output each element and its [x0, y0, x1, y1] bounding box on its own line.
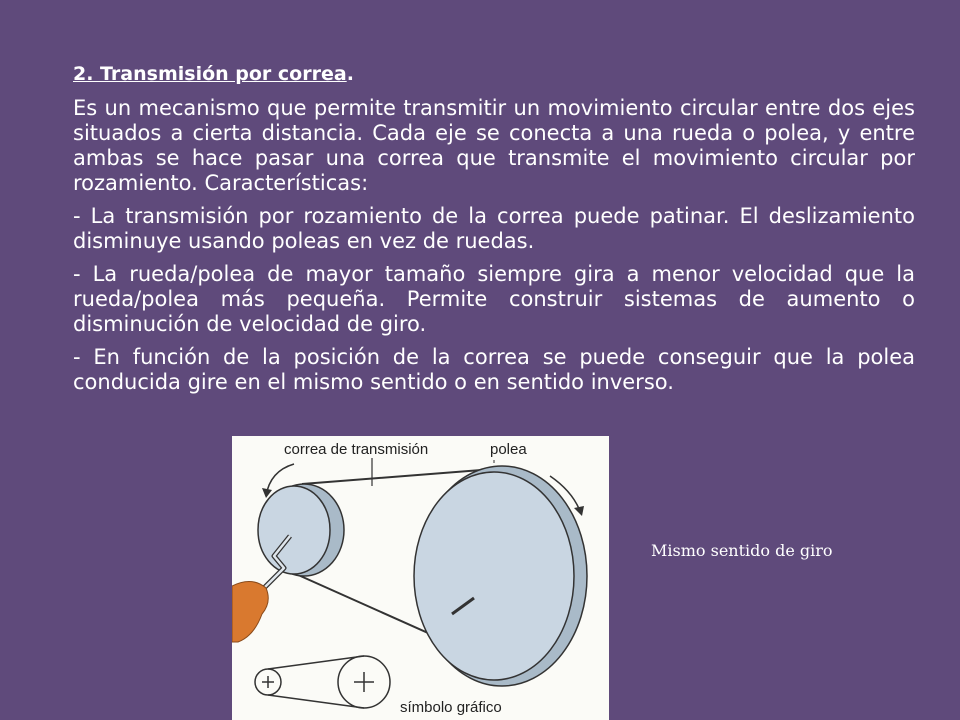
symbol-belt-bottom	[268, 695, 364, 708]
paragraph-bullet-direction: - En función de la posición de la correa se puede conseguir que la polea conducida gire en el mismo sentido o en sentido inverso.	[73, 345, 915, 394]
label-symbol: símbolo gráfico	[400, 699, 502, 716]
paragraph-bullet-slip: - La transmisión por rozamiento de la correa puede patinar. El deslizamiento disminuye usando poleas en vez de ruedas.	[73, 204, 915, 253]
arrowhead-large	[574, 506, 584, 516]
slide-title	[73, 60, 915, 88]
figure-caption: Mismo sentido de giro	[651, 541, 833, 560]
label-pulley: polea	[490, 441, 527, 458]
hand-icon	[232, 581, 268, 642]
symbol-belt-top	[268, 656, 364, 669]
slide-body	[73, 60, 915, 403]
large-pulley	[414, 472, 574, 680]
small-pulley	[258, 486, 330, 574]
slide-title-text: 2. Transmisión por correa	[73, 63, 347, 85]
slide-title-punct: .	[346, 63, 354, 85]
belt-transmission-figure	[232, 436, 609, 720]
paragraph-bullet-speed: - La rueda/polea de mayor tamaño siempre gira a menor velocidad que la rueda/polea más pequeña. Permite construir sistemas de aumento o disminución de velocidad de giro.	[73, 262, 915, 336]
belt-transmission-drawing	[232, 436, 609, 720]
label-belt: correa de transmisión	[284, 441, 429, 458]
paragraph-intro: Es un mecanismo que permite transmitir un movimiento circular entre dos ejes situados a cierta distancia. Cada eje se conecta a una rueda o polea, y entre ambas se hace pasar una correa que transmite el movimiento circular por rozamiento. Características:	[73, 96, 915, 195]
